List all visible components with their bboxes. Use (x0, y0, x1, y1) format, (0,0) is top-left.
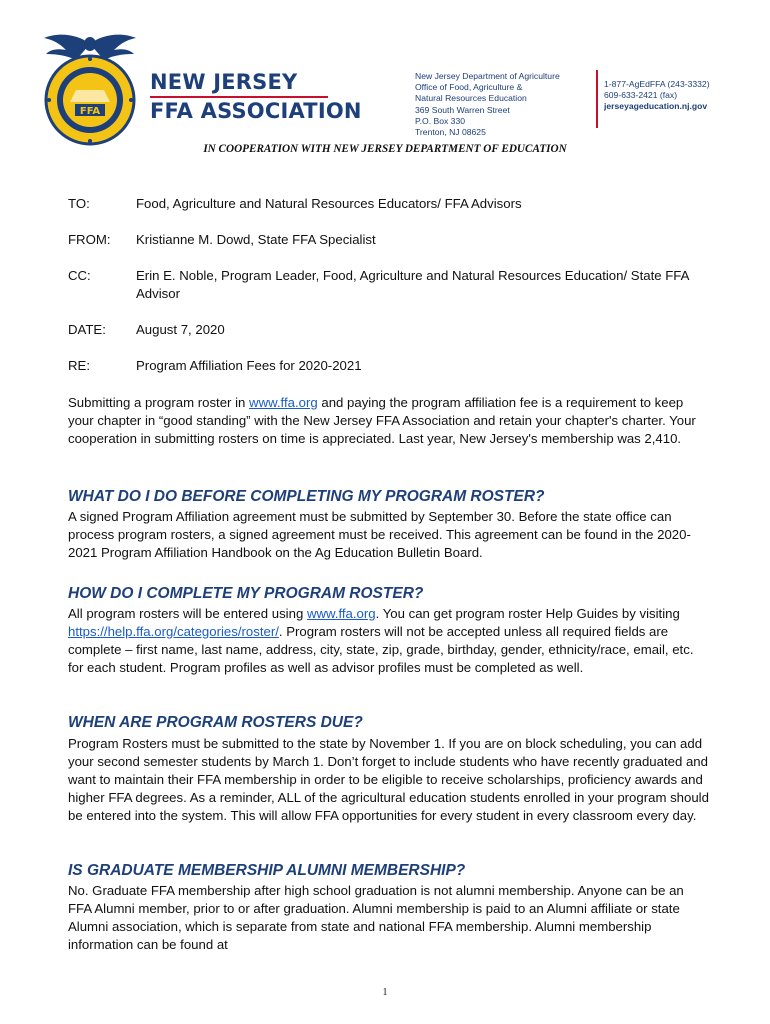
memo-to (68, 195, 708, 213)
address-line: 369 South Warren Street (415, 104, 510, 115)
section-text: . You can get program roster Help Guides by visiting (375, 606, 680, 621)
section-body-rosters-due: Program Rosters must be submitted to the state by November 1. If you are on block scheduling, you can add your second semester students by March 1. Don’t forget to include students who have recently graduated and want to maintain their FFA membership in order to be eligible to receive scholarships, proficiency awards and higher FFA degrees. As a reminder, ALL of the agricultural education students enrolled in your program should be entered into the system. This will allow FFA opportunities for every student in every classroom every day. (68, 736, 709, 823)
address-line: Natural Resources Education (415, 93, 527, 104)
memo-cc (68, 267, 708, 303)
page-number: 1 (382, 987, 388, 998)
fax-number: 609-633-2421 (fax) (604, 90, 678, 101)
section-heading-graduate-membership: IS GRADUATE MEMBERSHIP ALUMNI MEMBERSHIP? (68, 862, 466, 879)
address-line: New Jersey Department of Agriculture (415, 71, 560, 81)
address-line: Office of Food, Agriculture & (415, 82, 523, 93)
ffa-org-link[interactable]: www.ffa.org (249, 395, 318, 410)
section-text: All program rosters will be entered using (68, 606, 307, 621)
memo-cc-value: Erin E. Noble, Program Leader, Food, Agriculture and Natural Resources Education/ State FFA Advisor (136, 268, 689, 301)
ffa-org-link[interactable]: www.ffa.org (306, 606, 376, 621)
memo-from-value: Kristianne M. Dowd, State FFA Specialist (136, 232, 376, 247)
section-heading-rosters-due: WHEN ARE PROGRAM ROSTERS DUE? (68, 714, 363, 731)
memo-from-label: FROM: (68, 232, 111, 247)
roster-help-link[interactable]: https://help.ffa.org/categories/roster/ (68, 624, 279, 639)
department-address (415, 71, 560, 138)
header-vertical-divider (596, 70, 598, 128)
memo-from (68, 231, 708, 249)
intro-text: and paying the program affiliation fee is a requirement to keep your chapter in “good standing” with the New Jersey FFA Association and retain your chapter's charter. Your cooperation in submitting rosters on time is appreciated. Last year, New Jersey's membership was 2,410. (68, 395, 696, 446)
website-link[interactable]: jerseyageducation.nj.gov (604, 101, 708, 112)
section-text: . Program rosters will not be accepted unless all required fields are complete – first name, last name, address, city, state, zip, grade, birthday, gender, ethnicity/race, email, etc. for each student. Program profiles as well as advisor profiles must be completed as well. (68, 624, 694, 675)
memo-to-value: Food, Agriculture and Natural Resources Educators/ FFA Advisors (136, 196, 522, 211)
org-name-line2: FFA ASSOCIATION (150, 99, 362, 123)
memo-re-value: Program Affiliation Fees for 2020-2021 (136, 358, 362, 373)
cooperation-banner: IN COOPERATION WITH NEW JERSEY DEPARTMENT OF EDUCATION (203, 143, 567, 155)
section-body-before-roster: A signed Program Affiliation agreement must be submitted by September 30. Before the state office can process program rosters, a signed agreement must be received. This agreement can be found in the 2020-2021 Program Affiliation Handbook on the Ag Education Bulletin Board. (68, 509, 691, 560)
memo-re (68, 357, 708, 375)
section-heading-complete-roster: HOW DO I COMPLETE MY PROGRAM ROSTER? (68, 585, 424, 602)
memo-date-label: DATE: (68, 322, 106, 337)
phone-number: 1-877-AgEdFFA (243-3332) (604, 79, 710, 89)
section-body-complete-roster (68, 605, 710, 677)
emblem-text: FFA (79, 106, 101, 117)
memo-to-label: TO: (68, 196, 90, 211)
memo-re-label: RE: (68, 358, 90, 373)
memo-date (68, 321, 708, 339)
org-name-line1: NEW JERSEY (150, 70, 298, 94)
section-body-graduate-membership: No. Graduate FFA membership after high school graduation is not alumni membership. Anyone can be an FFA Alumni member, prior to or after graduation. Alumni membership is paid to an Alumni affiliate or state Alumni association, which is separate from state and national FFA membership. Alumni membership information can be found at (68, 883, 684, 952)
address-line: P.O. Box 330 (415, 115, 466, 126)
memo-date-value: August 7, 2020 (136, 322, 225, 337)
intro-paragraph (68, 394, 710, 448)
memo-cc-label: CC: (68, 268, 91, 283)
org-name-divider (150, 96, 328, 98)
intro-text: Submitting a program roster in (68, 395, 250, 410)
section-heading-before-roster: WHAT DO I DO BEFORE COMPLETING MY PROGRAM ROSTER? (68, 488, 545, 505)
address-line: Trenton, NJ 08625 (415, 127, 486, 138)
contact-info (604, 79, 710, 113)
ffa-emblem-logo (40, 30, 140, 154)
